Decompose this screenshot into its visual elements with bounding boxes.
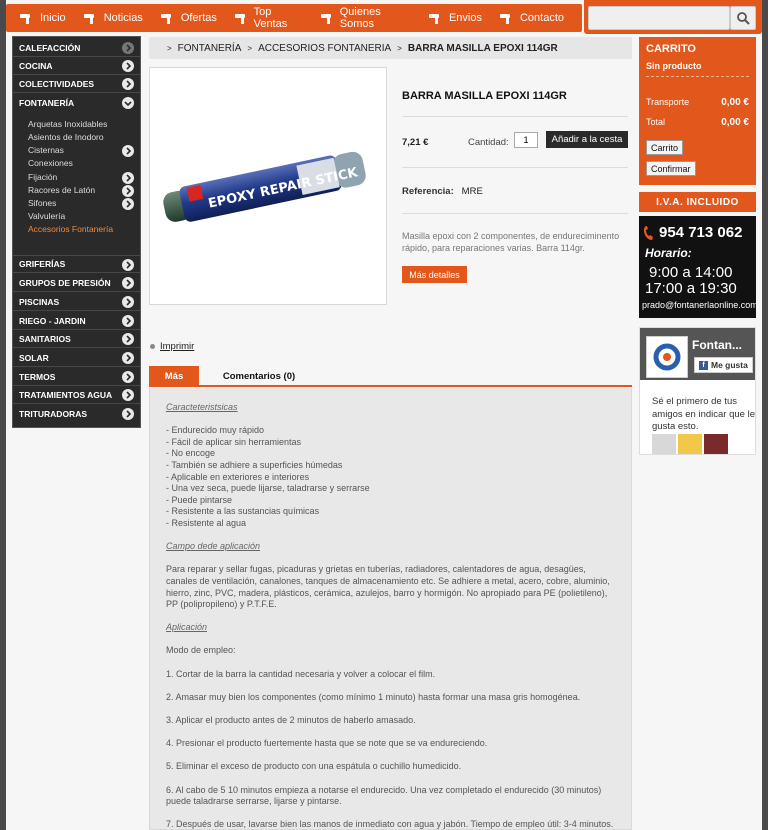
- subcategory-item-active[interactable]: Accesorios Fontanería: [28, 224, 114, 234]
- usage-step: 2. Amasar muy bien los componentes (como mínimo 1 minuto) hasta formar una masa gris homogénea.: [166, 691, 581, 702]
- avatar[interactable]: [704, 434, 728, 454]
- chevron-right-icon: [122, 352, 134, 364]
- category-piscinas[interactable]: [13, 293, 140, 311]
- divider: [402, 116, 628, 117]
- feature-item: - Fácil de aplicar sin herramientas: [166, 436, 302, 447]
- subcategory-item[interactable]: Valvulería: [28, 211, 66, 221]
- facebook-cover: [640, 328, 756, 380]
- category-label: COLECTIVIDADES: [19, 78, 95, 89]
- tap-icon: [161, 12, 175, 24]
- nav-label: Envios: [448, 12, 482, 24]
- tap-icon: [20, 12, 34, 24]
- divider: [646, 76, 749, 77]
- category-label: FONTANERÍA: [19, 98, 75, 108]
- category-label: TRITURADORAS: [19, 409, 87, 419]
- category-calefaccion[interactable]: [13, 39, 140, 57]
- product-image[interactable]: [149, 67, 387, 305]
- category-label: SANITARIOS: [19, 333, 71, 344]
- cart-shipping-row: [646, 97, 749, 108]
- breadcrumb-separator: >: [247, 43, 253, 53]
- usage-step: 6. Al cabo de 5 10 minutos empieza a notarse el endurecido. Una vez completado el endurecido (30 minutos) puede taladrarse serrarse, lijarse y pintarse.: [166, 784, 602, 807]
- subcategory-item[interactable]: Asientos de Inodoro: [28, 132, 104, 142]
- category-termos[interactable]: [13, 368, 140, 386]
- product-price: 7,21 €: [402, 137, 429, 148]
- subcategory-item[interactable]: Conexiones: [28, 158, 73, 168]
- subcategory-item[interactable]: Racores de Latón: [28, 185, 96, 195]
- quantity-label: Cantidad:: [468, 137, 509, 148]
- facebook-like-button[interactable]: [694, 357, 753, 373]
- tap-icon: [235, 12, 248, 24]
- nav-label: Top Ventas: [253, 6, 288, 30]
- facebook-friends-text: Sé el primero de tus amigos en indicar que le gusta esto.: [652, 396, 755, 432]
- category-sanitarios[interactable]: [13, 330, 140, 348]
- feature-item: - Una vez seca, puede lijarse, taladrarse y serrarse: [166, 483, 370, 494]
- top-navigation: [6, 4, 582, 32]
- product-tabs: [149, 366, 632, 387]
- divider: [402, 213, 628, 214]
- more-details-button[interactable]: Más detalles: [402, 266, 467, 283]
- search-bar: [584, 0, 762, 34]
- cart-empty-text: Sin producto: [646, 61, 702, 71]
- feature-item: - También se adhiere a superficies húmedas: [166, 459, 343, 470]
- feature-item: - No encoge: [166, 448, 216, 459]
- chevron-right-icon[interactable]: [122, 172, 134, 184]
- nav-item-envios[interactable]: [429, 12, 482, 24]
- category-label: SOLAR: [19, 352, 49, 363]
- chevron-right-icon: [122, 78, 134, 90]
- nav-label: Contacto: [519, 12, 564, 24]
- reference-value: MRE: [461, 186, 483, 197]
- chevron-right-icon: [122, 408, 134, 420]
- phone-row: [643, 224, 742, 241]
- breadcrumb-link-fontaneria[interactable]: FONTANERÍA: [177, 42, 242, 54]
- breadcrumb-separator: >: [397, 43, 402, 53]
- category-menu: [12, 36, 141, 428]
- section-heading-application: Aplicación: [166, 622, 208, 633]
- subcategory-item[interactable]: Cisternas: [28, 145, 64, 155]
- hours-morning: 9:00 a 14:00: [649, 264, 733, 281]
- subcategory-item[interactable]: Sifones: [28, 198, 57, 208]
- tap-icon: [321, 12, 334, 24]
- hours-label: Horario:: [645, 246, 692, 260]
- facebook-icon: f: [699, 361, 708, 370]
- avatar[interactable]: [652, 434, 676, 454]
- nav-item-contacto[interactable]: [500, 12, 564, 24]
- nav-label: Inicio: [40, 12, 66, 24]
- usage-step: 4. Presionar el producto fuertemente hasta que se note que se va endureciendo.: [166, 738, 488, 749]
- contact-banner: [639, 216, 756, 318]
- category-tratamientos-agua[interactable]: [13, 386, 140, 404]
- usage-step: 3. Aplicar el producto antes de 2 minutos de haberlo amasado.: [166, 715, 416, 726]
- divider: [402, 167, 628, 168]
- total-label: Total: [646, 117, 666, 127]
- search-button[interactable]: [730, 6, 756, 30]
- chevron-down-icon: [122, 97, 134, 109]
- feature-item: - Resistente a las sustancias químicas: [166, 506, 320, 517]
- product-photo-label: EPOXY REPAIR STICK: [206, 165, 360, 212]
- category-cocina[interactable]: [13, 57, 140, 75]
- hours-evening: 17:00 a 19:30: [645, 280, 737, 297]
- chevron-right-icon: [122, 277, 134, 289]
- breadcrumb-current: BARRA MASILLA EPOXI 114GR: [407, 42, 558, 54]
- reference-label: Referencia:: [402, 186, 454, 197]
- feature-item: - Puede pintarse: [166, 494, 233, 505]
- tab-content: [149, 388, 632, 830]
- category-label: COCINA: [19, 60, 53, 71]
- product-reference: [402, 186, 483, 197]
- chevron-right-icon[interactable]: [122, 185, 134, 197]
- category-label: RIEGO - JARDIN: [19, 315, 86, 326]
- print-link[interactable]: [150, 341, 194, 352]
- section-heading-application-field: Campo dede aplicación: [166, 541, 261, 552]
- facebook-widget: [639, 327, 756, 455]
- chevron-right-icon[interactable]: [122, 145, 134, 157]
- breadcrumb: [149, 37, 632, 59]
- quantity-input[interactable]: [514, 132, 538, 148]
- category-label: TERMOS: [19, 371, 56, 382]
- facebook-page-name[interactable]: Fontan...: [692, 338, 742, 352]
- category-trituradoras[interactable]: [13, 405, 140, 423]
- nav-label: Noticias: [103, 12, 143, 24]
- feature-item: - Aplicable en exteriores e interiores: [166, 471, 310, 482]
- feature-item: - Resistente al agua: [166, 517, 247, 528]
- category-griferias[interactable]: [13, 255, 140, 273]
- feature-item: - Endurecido muy rápido: [166, 425, 265, 436]
- category-label: CALEFACCIÓN: [19, 42, 81, 53]
- nav-item-inicio[interactable]: [20, 12, 66, 24]
- usage-step: 1. Cortar de la barra la cantidad necesaria y volver a colocar el film.: [166, 668, 436, 679]
- subcategory-item[interactable]: Fijación: [28, 172, 58, 182]
- phone-number: 954 713 062: [659, 224, 743, 241]
- nav-item-quienes-somos[interactable]: [321, 6, 411, 30]
- chevron-right-icon: [122, 259, 134, 271]
- chevron-right-icon[interactable]: [122, 198, 134, 210]
- chevron-right-icon: [122, 315, 134, 327]
- page-logo: [646, 336, 688, 378]
- shipping-label: Transporte: [646, 97, 690, 107]
- product-photo: [150, 68, 386, 304]
- tap-icon: [84, 12, 98, 24]
- chevron-right-icon: [122, 333, 134, 345]
- nav-item-noticias[interactable]: [84, 12, 143, 24]
- avatar[interactable]: [678, 434, 702, 454]
- tab-comments[interactable]: Comentarios (0): [222, 371, 296, 382]
- shipping-value: 0,00 €: [721, 97, 749, 108]
- phone-icon: [643, 225, 655, 241]
- print-label: Imprimir: [160, 341, 195, 352]
- facebook-faces: [652, 434, 730, 454]
- iva-banner: I.V.A. INCLUIDO: [639, 192, 756, 212]
- search-input[interactable]: [588, 6, 730, 30]
- category-fontaneria[interactable]: [13, 94, 140, 112]
- tap-icon: [429, 12, 443, 24]
- cart-box: [639, 37, 756, 185]
- nav-label: Quienes Somos: [339, 6, 381, 30]
- chevron-right-icon: [122, 389, 134, 401]
- usage-mode-label: Modo de empleo:: [166, 645, 236, 656]
- features-list: [166, 425, 615, 529]
- usage-step: 7. Después de usar, lavarse bien las manos de inmediato con agua y jabón. Tiempo de empleo útil: 3-4 minutos.: [166, 819, 614, 830]
- nav-item-ofertas[interactable]: [161, 12, 217, 24]
- category-grupos-presion[interactable]: [13, 274, 140, 292]
- add-to-cart-button[interactable]: Añadir a la cesta: [546, 131, 628, 148]
- chevron-right-icon: [122, 42, 134, 54]
- section-heading-features: Caracteteristsicas: [166, 402, 238, 412]
- breadcrumb-link-accesorios[interactable]: ACCESORIOS FONTANERIA: [258, 42, 392, 54]
- nav-item-top-ventas[interactable]: [235, 6, 303, 30]
- category-label: PISCINAS: [19, 296, 60, 307]
- tap-icon: [500, 12, 514, 24]
- category-riego-jardin[interactable]: [13, 312, 140, 330]
- chevron-right-icon: [122, 371, 134, 383]
- cart-title: CARRITO: [646, 43, 696, 55]
- nav-label: Ofertas: [180, 12, 217, 24]
- bullet-icon: [150, 344, 155, 349]
- chevron-right-icon: [122, 60, 134, 72]
- like-label: Me gusta: [711, 360, 748, 370]
- tab-more[interactable]: Más: [149, 366, 199, 387]
- usage-step: 5. Eliminar el exceso de producto con una espátula o cuchillo humedicido.: [166, 761, 462, 772]
- contact-email[interactable]: prado@fontanerlaonline.com: [642, 300, 758, 310]
- category-label: GRIFERÍAS: [19, 259, 66, 269]
- logo-icon: [652, 342, 682, 372]
- chevron-right-icon: [122, 296, 134, 308]
- product-description: Masilla epoxi con 2 componentes, de endureciminento rápido, para reparaciones varias. Barra 114gr.: [402, 231, 620, 253]
- category-label: TRATAMIENTOS AGUA: [19, 389, 113, 400]
- category-colectividades[interactable]: [13, 75, 140, 93]
- subcategory-item[interactable]: Arquetas Inoxidables: [28, 119, 108, 129]
- steps-list: [166, 657, 615, 830]
- category-solar[interactable]: [13, 349, 140, 367]
- cart-button[interactable]: Carrito: [646, 140, 683, 155]
- product-title: BARRA MASILLA EPOXI 114GR: [402, 90, 567, 102]
- search-icon: [736, 11, 750, 25]
- cart-total-row: [646, 117, 749, 128]
- total-value: 0,00 €: [721, 117, 749, 128]
- application-text: Para reparar y sellar fugas, picaduras y grietas en tuberías, radiadores, calentadores de agua, desagües, canales de ventilación, canalones, tanques de almacenamiento etc. Se adhiere a metal, acero, cobre, aluminio, hierro, zinc, PVC, madera, plásticos, cerámica, azulejos, barro y hormigón. No apropiado para PE (polietileno), PP (polipropileno) y P.T.F.E.: [166, 564, 610, 610]
- breadcrumb-separator: >: [167, 43, 172, 53]
- category-label: GRUPOS DE PRESIÓN: [19, 277, 111, 288]
- confirm-button[interactable]: Confirmar: [646, 161, 696, 176]
